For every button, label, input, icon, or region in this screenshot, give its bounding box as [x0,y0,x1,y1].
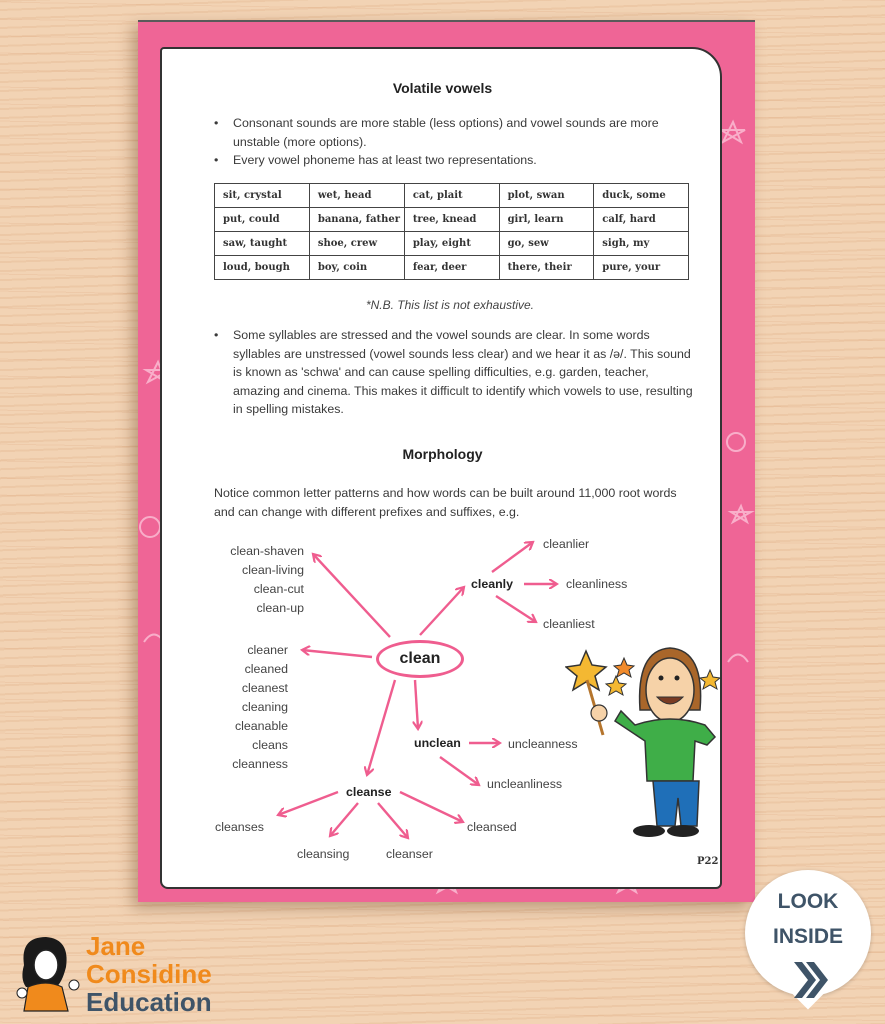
table-cell: duck, some [594,184,689,208]
bullet-icon: • [214,116,219,130]
table-cell: sit, crystal [215,184,310,208]
table-cell: saw, taught [215,232,310,256]
word-leaf: cleanses [215,820,264,834]
brand-wordmark[interactable] [86,932,212,1016]
table-cell: girl, learn [499,208,594,232]
look-inside-label-1: LOOK [777,890,839,913]
section-title-morphology: Morphology [402,446,483,462]
word-suffix: cleanable [234,719,288,733]
page-number: P22 [697,856,719,867]
table-cell: loud, bough [215,256,310,280]
root-word-clean: clean [376,640,464,678]
word-suffix: cleaner [247,643,288,657]
word-leaf: uncleanliness [487,777,563,791]
double-chevron-right-icon [792,960,828,1000]
table-cell: play, eight [404,232,499,256]
word-compound: clean-cut [253,582,304,596]
morphology-intro: Notice common letter patterns and how words can be built around 11,000 root words and can change with different prefixes and suffixes, e.g. [214,486,677,519]
word-compound: clean-shaven [230,544,304,558]
word-cleanly: cleanly [471,577,514,591]
word-leaf: cleanliness [566,577,628,591]
jane-considine-mascot-logo-icon [14,935,84,1015]
bullet-icon: • [214,153,219,167]
table-cell: fear, deer [404,256,499,280]
table-cell: calf, hard [594,208,689,232]
word-suffix: cleaned [244,662,288,676]
brand-line-2: Considine [86,959,212,989]
table-cell: wet, head [309,184,404,208]
word-suffix: cleanest [241,681,288,695]
word-leaf: cleansed [467,820,517,834]
table-cell: cat, plait [404,184,499,208]
look-inside-button[interactable] [745,870,871,996]
table-cell: boy, coin [309,256,404,280]
look-inside-label-2: INSIDE [772,925,843,948]
word-leaf: uncleanness [508,737,578,751]
table-cell: plot, swan [499,184,594,208]
table-cell: put, could [215,208,310,232]
table-cell: shoe, crew [309,232,404,256]
teacher-with-wand-illustration-icon [565,635,725,845]
table-cell: pure, your [594,256,689,280]
table-footnote: *N.B. This list is not exhaustive. [365,298,535,312]
word-suffix: cleanness [232,757,288,771]
table-cell: tree, knead [404,208,499,232]
table-cell: go, sew [499,232,594,256]
brand-line-1: Jane [86,931,146,961]
word-leaf: cleanliest [543,617,595,631]
word-cleanse: cleanse [346,785,392,799]
word-suffix: cleans [252,738,288,752]
brand-line-3: Education [86,987,212,1017]
word-unclean: unclean [414,736,461,750]
word-compound: clean-living [242,563,304,577]
table-cell: banana, father [309,208,404,232]
section-title-volatile-vowels: Volatile vowels [392,80,493,96]
table-cell: there, their [499,256,594,280]
word-leaf: cleanlier [543,537,590,551]
table-cell: sigh, my [594,232,689,256]
word-suffix: cleaning [241,700,288,714]
word-compound: clean-up [256,601,304,615]
word-leaf: cleanser [386,847,433,861]
bullet-icon: • [214,328,219,342]
word-leaf: cleansing [297,847,350,861]
